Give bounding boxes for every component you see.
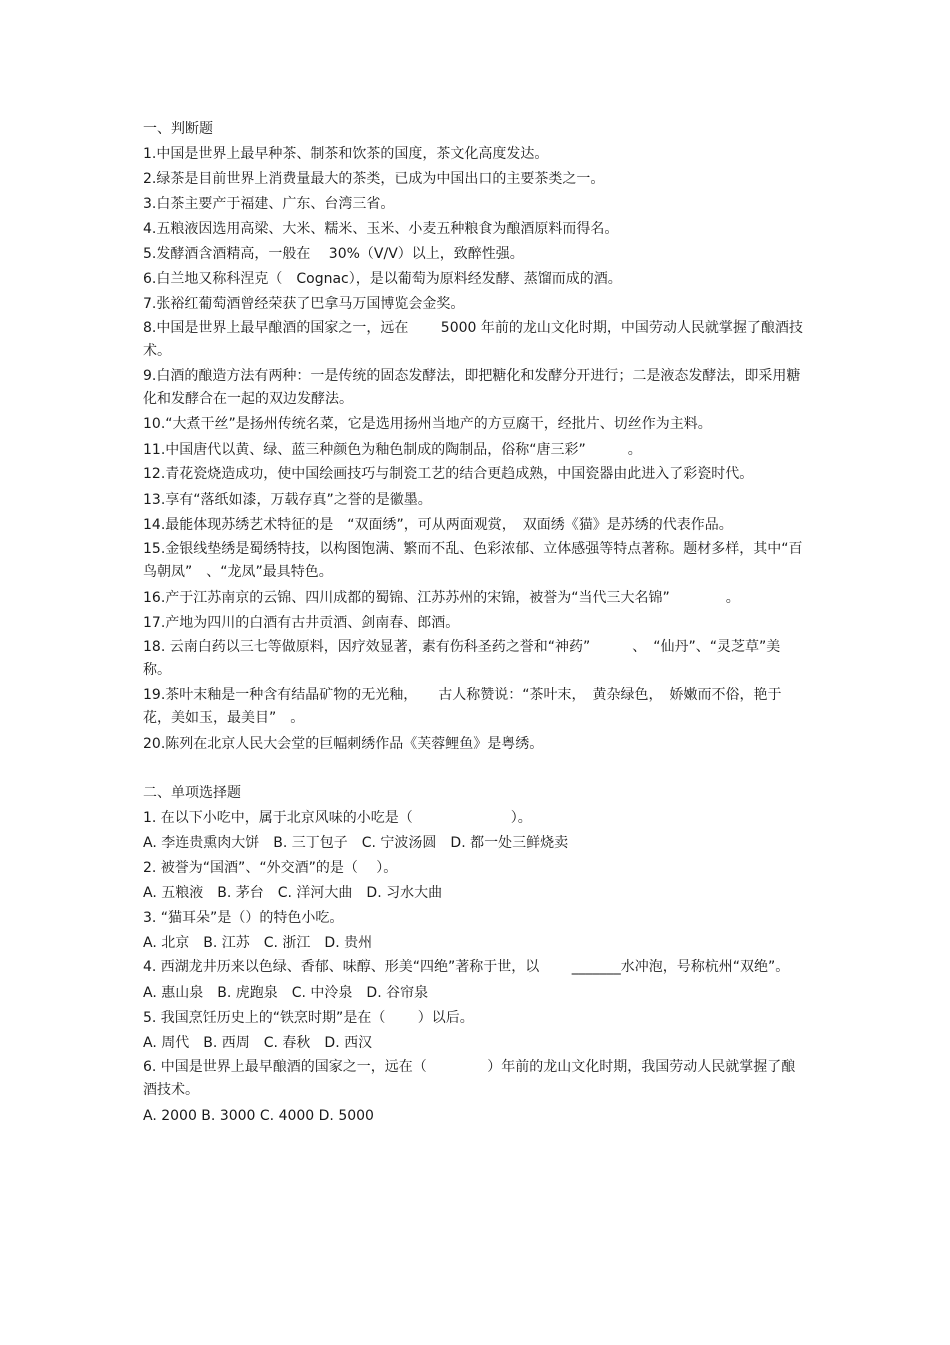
judgment-item: 10.“大煮干丝”是扬州传统名菜，它是选用扬州当地产的方豆腐干，经批片、切丝作为主料。: [143, 416, 712, 432]
choice-options: A. 2000 B. 3000 C. 4000 D. 5000: [143, 1108, 374, 1124]
judgment-item: 11.中国唐代以黄、绿、蓝三种颜色为釉色制成的陶制品，俗称“唐三彩” 。: [143, 442, 642, 458]
judgment-item: 20.陈列在北京人民大会堂的巨幅刺绣作品《芙蓉鲤鱼》是粤绣。: [143, 736, 544, 752]
section-title-choice: 二、单项选择题: [143, 785, 241, 801]
judgment-item: 13.享有“落纸如漆，万载存真”之誉的是徽墨。: [143, 492, 432, 508]
choice-question: 2. 被誉为“国酒”、“外交酒”的是（ ）。: [143, 860, 398, 876]
section-title-judgment: 一、判断题: [143, 121, 213, 137]
judgment-item: 17.产地为四川的白酒有古井贡酒、剑南春、郎酒。: [143, 615, 460, 631]
judgment-item: 6.白兰地又称科涅克（ Cognac），是以葡萄为原料经发酵、蒸馏而成的酒。: [143, 271, 622, 287]
section-spacer: [143, 757, 808, 781]
judgment-item: 14.最能体现苏绣艺术特征的是 “双面绣”，可从两面观赏， 双面绣《猫》是苏绣的代表作品。: [143, 517, 733, 533]
choice-question: 1. 在以下小吃中，属于北京风味的小吃是（ ）。: [143, 810, 532, 826]
judgment-item: 19.茶叶末釉是一种含有结晶矿物的无光釉， 古人称赞说：“茶叶末， 黄杂绿色， 娇嫩而不俗，艳于花，美如玉，最美目” 。: [143, 687, 782, 726]
judgment-item: 18. 云南白药以三七等做原料，因疗效显著，素有伤科圣药之誉和“神药” 、 “仙丹”、“灵芝草”美称。: [143, 639, 781, 678]
choice-options: A. 周代 B. 西周 C. 春秋 D. 西汉: [143, 1035, 373, 1051]
judgment-item: 1.中国是世界上最早种茶、制茶和饮茶的国度，茶文化高度发达。: [143, 146, 549, 162]
judgment-item: 2.绿茶是目前世界上消费量最大的茶类，已成为中国出口的主要茶类之一。: [143, 171, 605, 187]
judgment-item: 15.金银线垫绣是蜀绣特技，以构图饱满、繁而不乱、色彩浓郁、立体感强等特点著称。题材多样，其中“百鸟朝凤” 、“龙凤”最具特色。: [143, 541, 803, 580]
judgment-item: 4.五粮液因选用高梁、大米、糯米、玉米、小麦五种粮食为酿酒原料而得名。: [143, 221, 619, 237]
choice-question: 6. 中国是世界上最早酿酒的国家之一，远在（ ）年前的龙山文化时期，我国劳动人民就掌握了酿酒技术。: [143, 1059, 796, 1098]
judgment-item: 7.张裕红葡萄酒曾经荣获了巴拿马万国博览会金奖。: [143, 296, 465, 312]
judgment-item: 5.发酵酒含酒精高，一般在 30%（V/V）以上，致醉性强。: [143, 246, 524, 262]
judgment-item: 3.白茶主要产于福建、广东、台湾三省。: [143, 196, 395, 212]
choice-options: A. 北京 B. 江苏 C. 浙江 D. 贵州: [143, 935, 373, 951]
choice-question: 4. 西湖龙井历来以色绿、香郁、味醇、形美“四绝”著称于世，以 _______水冲泡，号称杭州“双绝”。: [143, 959, 790, 975]
judgment-item: 16.产于江苏南京的云锦、四川成都的蜀锦、江苏苏州的宋锦，被誉为“当代三大名锦” 。: [143, 590, 740, 606]
choice-question: 5. 我国烹饪历史上的“铁烹时期”是在（ ）以后。: [143, 1010, 474, 1026]
document-content: [143, 117, 808, 1129]
judgment-item: 12.青花瓷烧造成功，使中国绘画技巧与制瓷工艺的结合更趋成熟，中国瓷器由此进入了彩瓷时代。: [143, 466, 754, 482]
judgment-item: 8.中国是世界上最早酿酒的国家之一，远在 5000 年前的龙山文化时期，中国劳动人民就掌握了酿酒技术。: [143, 320, 803, 359]
choice-options: A. 五粮液 B. 茅台 C. 洋河大曲 D. 习水大曲: [143, 885, 443, 901]
judgment-item: 9.白酒的酿造方法有两种：一是传统的固态发酵法，即把糖化和发酵分开进行；二是液态发酵法，即采用糖化和发酵合在一起的双边发酵法。: [143, 368, 801, 407]
choice-options: A. 惠山泉 B. 虎跑泉 C. 中泠泉 D. 谷帘泉: [143, 985, 429, 1001]
choice-options: A. 李连贵熏肉大饼 B. 三丁包子 C. 宁波汤圆 D. 都一处三鲜烧卖: [143, 835, 569, 851]
choice-question: 3. “猫耳朵”是（）的特色小吃。: [143, 910, 344, 926]
